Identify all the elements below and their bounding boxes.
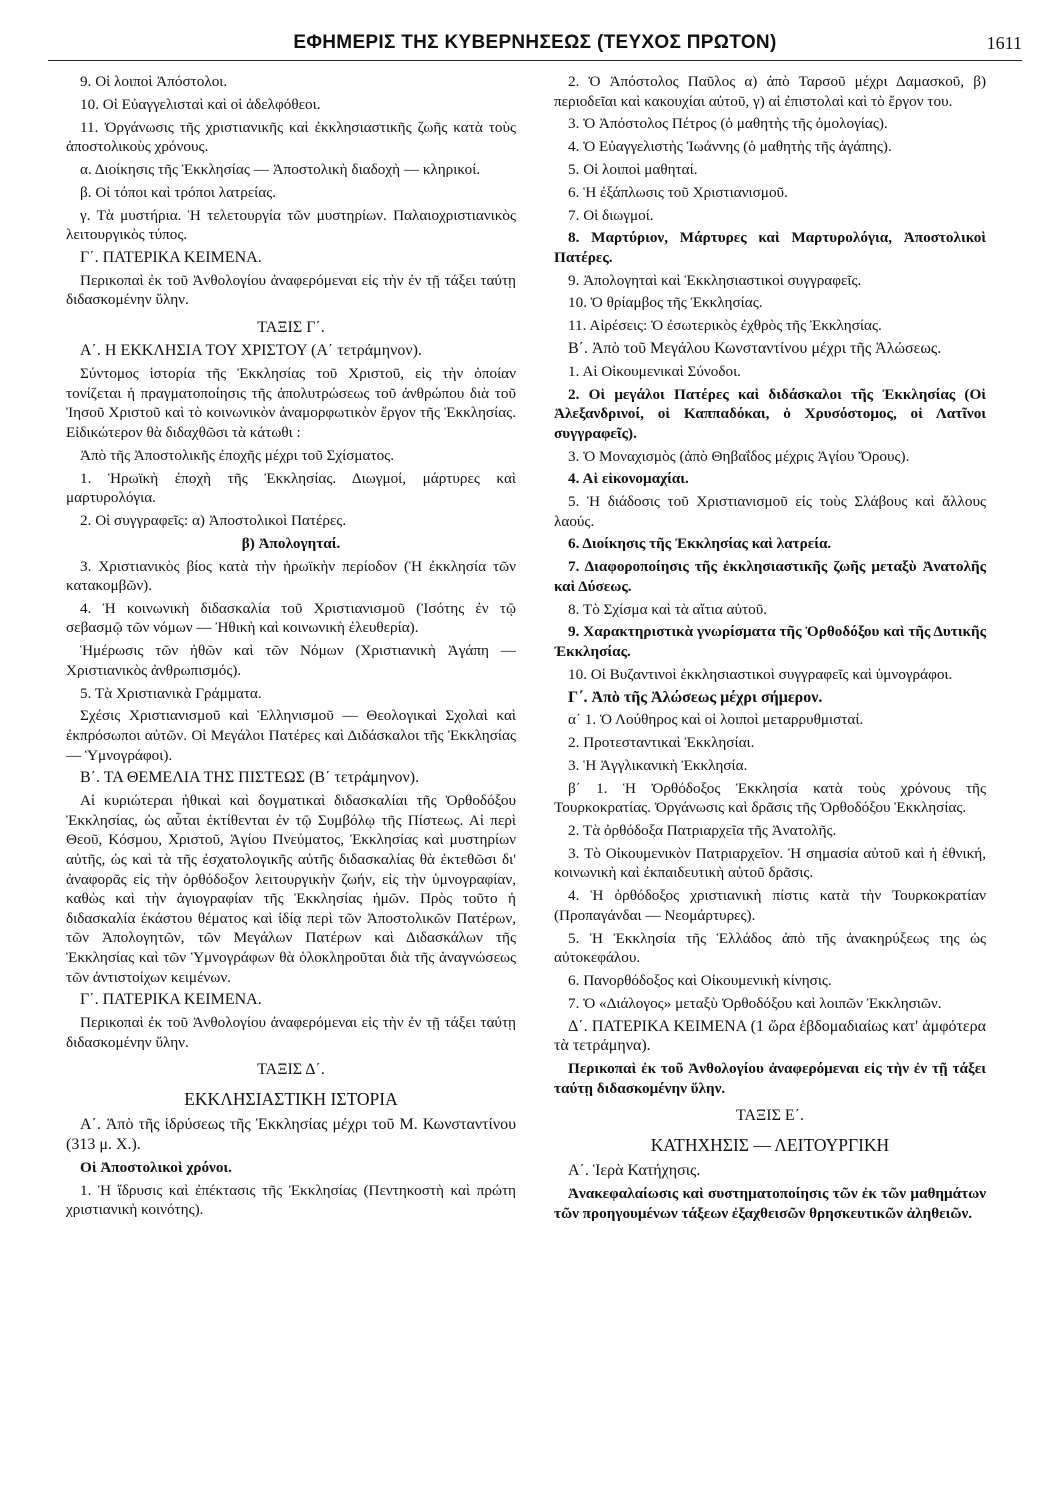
right-column: [554, 72, 986, 1226]
right-item: 4. Αἱ εἰκονομαχίαι.: [568, 470, 689, 488]
right-item: 8. Τὸ Σχίσμα καὶ τὰ αἴτια αὐτοῦ.: [568, 600, 768, 618]
left-item: 4. Ἡ κοινωνικὴ διδασκαλία τοῦ Χριστιανισμοῦ (Ἰσότης ἐν τῷ σεβασμῷ τῶν νόμων — Ἠθικὴ καὶ κοινωνικὴ ἐλευθερία).: [66, 599, 516, 637]
right-item: 1. Αἱ Οἰκουμενικαὶ Σύνοδοι.: [568, 362, 741, 380]
left-item: 5. Τὰ Χριστιανικὰ Γράμματα.: [80, 684, 262, 702]
right-item: 9. Ἀπολογηταὶ καὶ Ἐκκλησιαστικοὶ συγγραφεῖς.: [568, 271, 862, 289]
section-subtitle: ΚΑΤΗΧΗΣΙΣ — ΛΕΙΤΟΥΡΓΙΚΗ: [650, 1134, 890, 1155]
right-item: 10. Ὁ θρίαμβος τῆς Ἐκκλησίας.: [568, 294, 763, 312]
right-item: 7. Οἱ διωγμοί.: [568, 206, 654, 224]
left-item: γ. Τὰ μυστήρια. Ἡ τελετουργία τῶν μυστηρίων. Παλαιοχριστιανικὸς λειτουργικὸς τύπος.: [66, 206, 516, 244]
section-title: ΤΑΞΙΣ Γ΄.: [257, 318, 325, 336]
right-item: α΄ 1. Ὁ Λούθηρος καὶ οἱ λοιποὶ μεταρρυθμισταί.: [568, 711, 864, 729]
right-item: 11. Αἱρέσεις: Ὁ ἐσωτερικὸς ἐχθρὸς τῆς Ἐκκλησίας.: [568, 317, 882, 335]
left-item: Ἡμέρωσις τῶν ἠθῶν καὶ τῶν Νόμων (Χριστιανικὴ Ἀγάπη — Χριστιανικὸς ἀνθρωπισμός).: [66, 642, 516, 679]
right-item: 2. Τὰ ὀρθόδοξα Πατριαρχεῖα τῆς Ἀνατολῆς.: [568, 822, 837, 840]
left-item: 11. Ὀργάνωσις τῆς χριστιανικῆς καὶ ἐκκλησιαστικῆς ζωῆς κατὰ τοὺς ἀποστολικοὺς χρόνους.: [66, 118, 516, 156]
left-item: 1. Ἡ ἵδρυσις καὶ ἐπέκτασις τῆς Ἐκκλησίας (Πεντηκοστὴ καὶ πρώτη χριστιανικὴ κοινότης).: [66, 1181, 516, 1219]
left-column: [66, 72, 516, 1223]
right-item: 2. Οἱ μεγάλοι Πατέρες καὶ διδάσκαλοι τῆς Ἐκκλησίας (Οἱ Ἀλεξανδρινοί, οἱ Καππαδόκαι, ὁ Χρυσόστομος, οἱ Λατῖνοι συγγραφεῖς).: [554, 385, 986, 442]
left-heading: Β΄. ΤΑ ΘΕΜΕΛΙΑ ΤΗΣ ΠΙΣΤΕΩΣ (Β΄ τετράμηνον).: [80, 769, 420, 787]
section-title: ΤΑΞΙΣ Δ΄.: [257, 1061, 325, 1079]
right-item: 4. Ἡ ὀρθόδοξος χριστιανικὴ πίστις κατὰ τὴν Τουρκοκρατίαν (Προπαγάνδαι — Νεομάρτυρες).: [554, 887, 986, 924]
left-heading: Γ΄. ΠΑΤΕΡΙΚΑ ΚΕΙΜΕΝΑ.: [80, 248, 262, 266]
right-item: 6. Διοίκησις τῆς Ἐκκλησίας καὶ λατρεία.: [568, 535, 832, 553]
right-heading: Α΄. Ἱερὰ Κατήχησις.: [568, 1162, 701, 1180]
page-header: [48, 30, 1022, 61]
right-item: 10. Οἱ Βυζαντινοὶ ἐκκλησιαστικοὶ συγγραφεῖς καὶ ὑμνογράφοι.: [568, 665, 953, 683]
left-heading: Α΄. Ἀπὸ τῆς ἱδρύσεως τῆς Ἐκκλησίας μέχρι τοῦ Μ. Κωνσταντίνου (313 μ. Χ.).: [66, 1116, 516, 1154]
right-item: 2. Ὁ Ἀπόστολος Παῦλος α) ἀπὸ Ταρσοῦ μέχρι Δαμασκοῦ, β) περιοδεῖαι καὶ κακουχίαι αὐτοῦ, γ) αἱ ἐπιστολαὶ καὶ τὸ ἔργον του.: [554, 73, 986, 110]
right-item: β΄ 1. Ἡ Ὀρθόδοξος Ἐκκλησία κατὰ τοὺς χρόνους τῆς Τουρκοκρατίας. Ὀργάνωσις καὶ δρᾶσις τῆς Ὀρθοδόξου Ἐκκλησίας.: [554, 779, 986, 817]
left-item: α. Διοίκησις τῆς Ἐκκλησίας — Ἀποστολικὴ διαδοχὴ — κληρικοί.: [80, 160, 481, 178]
right-heading: Γ΄. Ἀπὸ τῆς Ἁλώσεως μέχρι σήμερον.: [568, 688, 823, 706]
left-item: 10. Οἱ Εὐαγγελισταὶ καὶ οἱ ἀδελφόθεοι.: [80, 95, 321, 113]
right-heading: Δ΄. ΠΑΤΕΡΙΚΑ ΚΕΙΜΕΝΑ (1 ὥρα ἑβδομαδιαίως κατ' ἀμφότερα τὰ τετράμηνα).: [554, 1017, 986, 1055]
right-item: 5. Οἱ λοιποὶ μαθηταί.: [568, 160, 698, 178]
right-item: 5. Ἡ Ἐκκλησία τῆς Ἑλλάδος ἀπὸ τῆς ἀνακηρύξεως της ὡς αὐτοκεφάλου.: [554, 929, 986, 967]
left-paragraph: Περικοπαὶ ἐκ τοῦ Ἀνθολογίου ἀναφερόμεναι εἰς τὴν ἐν τῇ τάξει ταύτῃ διδασκομένην ὕλην.: [66, 1014, 516, 1051]
left-item: β. Οἱ τόποι καὶ τρόποι λατρείας.: [80, 183, 277, 201]
right-item: 8. Μαρτύριον, Μάρτυρες καὶ Μαρτυρολόγια, Ἀποστολικοὶ Πατέρες.: [554, 229, 986, 266]
section-title: ΤΑΞΙΣ Ε΄.: [735, 1107, 805, 1125]
left-item: 3. Χριστιανικὸς βίος κατὰ τὴν ἡρωϊκὴν περίοδον (Ἡ ἐκκλησία τῶν κατακομβῶν).: [66, 557, 516, 595]
left-heading: Γ΄. ΠΑΤΕΡΙΚΑ ΚΕΙΜΕΝΑ.: [80, 991, 262, 1009]
left-paragraph: Περικοπαὶ ἐκ τοῦ Ἀνθολογίου ἀναφερόμεναι εἰς τὴν ἐν τῇ τάξει ταύτῃ διδασκομένην ὕλην.: [66, 271, 516, 309]
right-item: 3. Τὸ Οἰκουμενικὸν Πατριαρχεῖον. Ἡ σημασία αὐτοῦ καὶ ἡ ἐθνική, κοινωνικὴ καὶ ἐκπαιδευτικὴ αὐτοῦ δρᾶσις.: [554, 844, 986, 882]
section-subtitle: ΕΚΚΛΗΣΙΑΣΤΙΚΗ ΙΣΤΟΡΙΑ: [184, 1088, 398, 1109]
left-item: Ἀπὸ τῆς Ἀποστολικῆς ἐποχῆς μέχρι τοῦ Σχίσματος.: [80, 446, 394, 464]
right-item: 6. Ἡ ἐξάπλωσις τοῦ Χριστιανισμοῦ.: [568, 183, 788, 201]
left-subheading: Οἱ Ἀποστολικοὶ χρόνοι.: [80, 1158, 232, 1176]
right-item: 3. Ὁ Ἀπόστολος Πέτρος (ὁ μαθητὴς τῆς ὁμολογίας).: [568, 115, 888, 133]
right-item: 3. Ἡ Ἀγγλικανικὴ Ἐκκλησία.: [568, 756, 748, 774]
right-item: 3. Ὁ Μοναχισμὸς (ἀπὸ Θηβαΐδος μέχρις Ἁγίου Ὄρους).: [568, 447, 910, 465]
left-item: 9. Οἱ λοιποὶ Ἀπόστολοι.: [80, 73, 228, 90]
left-subheading: β) Ἀπολογηταί.: [241, 534, 341, 552]
right-item: 5. Ἡ διάδοσις τοῦ Χριστιανισμοῦ εἰς τοὺς Σλάβους καὶ ἄλλους λαούς.: [554, 493, 986, 530]
right-heading: Β΄. Ἀπὸ τοῦ Μεγάλου Κωνσταντίνου μέχρι τῆς Ἁλώσεως.: [568, 340, 942, 357]
right-item: 2. Προτεσταντικαὶ Ἐκκλησίαι.: [568, 734, 755, 752]
left-heading: Α΄. Η ΕΚΚΛΗΣΙΑ ΤΟΥ ΧΡΙΣΤΟΥ (Α΄ τετράμηνον).: [80, 342, 422, 360]
right-item: 9. Χαρακτηριστικὰ γνωρίσματα τῆς Ὀρθοδόξου καὶ τῆς Δυτικῆς Ἐκκλησίας.: [554, 623, 986, 660]
right-paragraph: Περικοπαὶ ἐκ τοῦ Ἀνθολογίου ἀναφερόμεναι εἰς τὴν ἐν τῇ τάξει ταύτῃ διδασκομένην ὕλην.: [554, 1059, 986, 1097]
left-item: 2. Οἱ συγγραφεῖς: α) Ἀποστολικοὶ Πατέρες.: [80, 511, 347, 529]
left-item: Σχέσις Χριστιανισμοῦ καὶ Ἑλληνισμοῦ — Θεολογικαὶ Σχολαὶ καὶ ἐκπρόσωποι αὐτῶν. Οἱ Μεγάλοι Πατέρες καὶ Διδάσκαλοι τῆς Ἐκκλησίας — Ὑμνογράφοι).: [66, 707, 516, 764]
right-item: 7. Ὁ «Διάλογος» μεταξὺ Ὀρθοδόξου καὶ λοιπῶν Ἐκκλησιῶν.: [568, 994, 942, 1012]
right-item: 6. Πανορθόδοξος καὶ Οἰκουμενικὴ κίνησις.: [568, 971, 832, 989]
right-item: 4. Ὁ Εὐαγγελιστὴς Ἰωάννης (ὁ μαθητὴς τῆς ἀγάπης).: [568, 138, 892, 156]
left-paragraph: Σύντομος ἱστορία τῆς Ἐκκλησίας τοῦ Χριστοῦ, εἰς τὴν ὁποίαν τονίζεται ἡ πραγματοποίησις τῆς ἀπολυτρώσεως τοῦ ἀνθρώπου διὰ τοῦ Ἰησοῦ Χριστοῦ καὶ τὸ κοινωνικὸν ἀναμορφωτικὸν ἔργον τῆς Ἐκκλησίας. Εἰδικώτερον θὰ διδαχθῶσι τὰ κάτωθι :: [66, 365, 516, 441]
left-paragraph: Αἱ κυριώτεραι ἠθικαὶ καὶ δογματικαὶ διδασκαλίαι τῆς Ὀρθοδόξου Ἐκκλησίας, ὡς αὗται ἐκτίθενται ἐν τῷ Συμβόλῳ τῆς Πίστεως. Αἱ περὶ Θεοῦ, Κόσμου, Χριστοῦ, Ἁγίου Πνεύματος, Ἐκκλησίας καὶ μυστηρίων αὐτῆς, ὡς καὶ τὰ τῆς ἐσχατολογικῆς αὐτῆς διδασκαλίας θὰ ἐκτεθῶσι δι' ἀναφορᾶς εἰς τὴν ὀρθόδοξον λειτουργικὴν ζωήν, εἰς τὴν ὑμνογραφίαν, καθὼς καὶ τὴν ἁγιογραφίαν τῆς Ἐκκλησίας ἡμῶν. Πρὸς τοῦτο ἡ διδασκαλία ἑκάστου θέματος καὶ ἰδίᾳ περὶ τῶν Ἀποστολικῶν Πατέρων, τῶν Ἀπολογητῶν, τῶν Μεγάλων Πατέρων καὶ Διδασκάλων τῆς Ἐκκλησίας καὶ τῶν Ὑμνογράφων θὰ ὁλοκληροῦται διὰ τῆς ἀναγνώσεως τῶν ἀντιστοίχων κειμένων.: [66, 792, 516, 986]
right-item: 7. Διαφοροποίησις τῆς ἐκκλησιαστικῆς ζωῆς μεταξὺ Ἀνατολῆς καὶ Δύσεως.: [554, 558, 986, 595]
page-number: 1611: [986, 33, 1022, 53]
left-item: 1. Ἡρωϊκὴ ἐποχὴ τῆς Ἐκκλησίας. Διωγμοί, μάρτυρες καὶ μαρτυρολόγια.: [66, 469, 516, 507]
right-paragraph: Ἀνακεφαλαίωσις καὶ συστηματοποίησις τῶν ἐκ τῶν μαθημάτων τῶν προηγουμένων τάξεων ἐξαχθεισῶν θρησκευτικῶν ἀληθειῶν.: [554, 1185, 986, 1222]
gazette-title: ΕΦΗΜΕΡΙΣ ΤΗΣ ΚΥΒΕΡΝΗΣΕΩΣ (ΤΕΥΧΟΣ ΠΡΩΤΟΝ): [293, 32, 777, 53]
